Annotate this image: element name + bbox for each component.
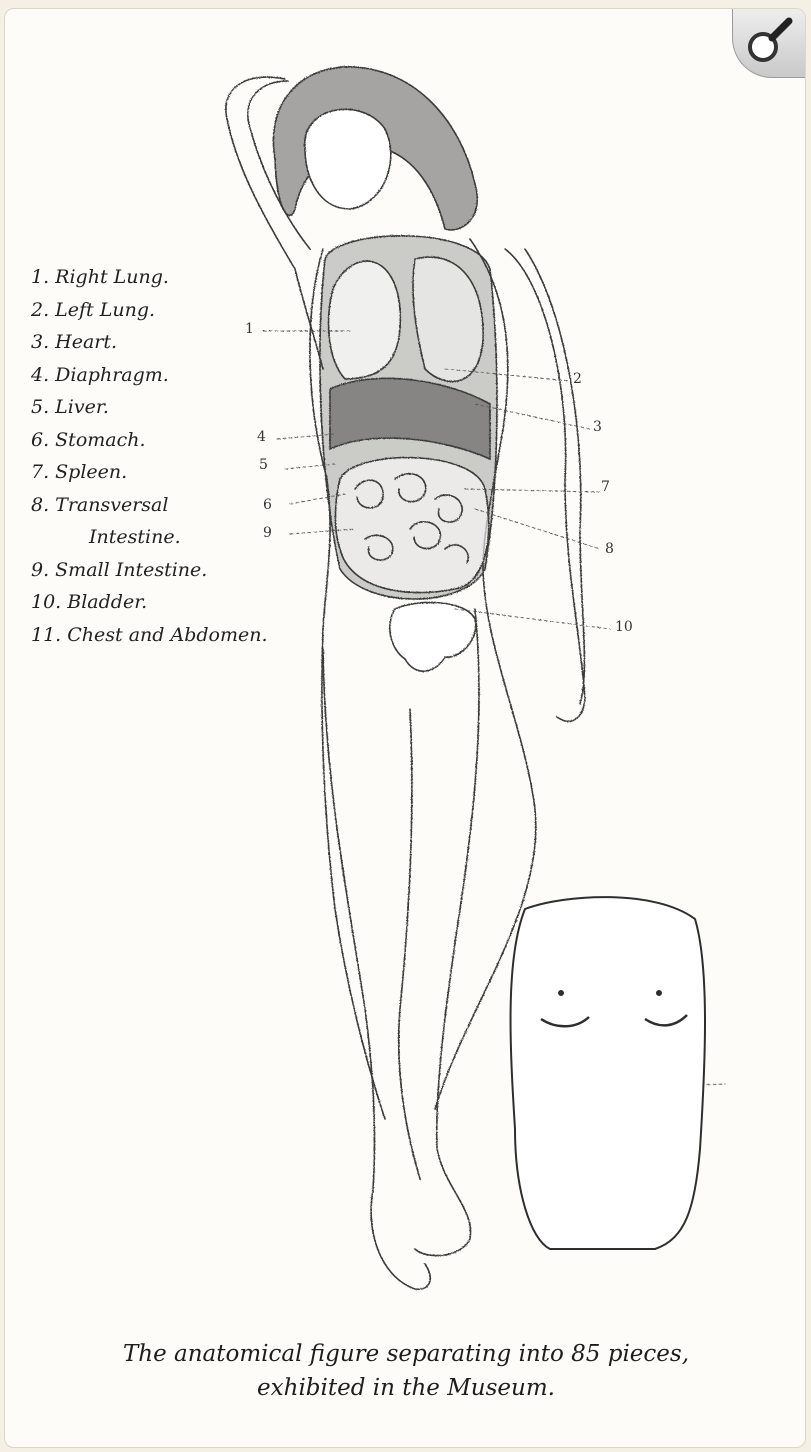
magnifier-icon (741, 15, 797, 71)
organ-number: 9 (263, 525, 272, 541)
plate-page (4, 8, 806, 1448)
organ-number: 6 (263, 497, 272, 513)
legend-item: 8. Transversal (31, 493, 169, 516)
right-leg (323, 649, 430, 1289)
face (305, 109, 391, 209)
hanging-arm (505, 249, 585, 721)
chest-abdomen-piece (511, 897, 705, 1249)
organ-legend (31, 261, 268, 651)
right-lung (329, 261, 401, 379)
organ-number: 1 (245, 321, 254, 337)
zoom-button[interactable] (732, 9, 805, 78)
anatomical-illustration (5, 9, 806, 1448)
legend-item: 2. Left Lung. (31, 298, 156, 321)
legend-item: 10. Bladder. (31, 591, 148, 613)
legend-item: 5. Liver. (31, 396, 109, 418)
left-leg (415, 609, 479, 1256)
intestines (335, 458, 488, 593)
organ-number: 10 (615, 619, 633, 635)
organ-number: 2 (573, 371, 582, 387)
plate-caption (5, 1337, 806, 1405)
legend-item: 11. Chest and Abdomen. (31, 623, 268, 646)
organ-number: 8 (605, 541, 614, 557)
organ-number: 7 (601, 479, 610, 495)
legend-item: 4. Diaphragm. (31, 363, 169, 386)
organ-number: 4 (257, 429, 266, 445)
caption-line: The anatomical figure separating into 85 pieces, (122, 1341, 690, 1367)
caption-line: exhibited in the Museum. (257, 1375, 555, 1401)
legend-item: 6. Stomach. (31, 428, 146, 451)
legend-item: 7. Spleen. (31, 461, 128, 483)
legend-item: 3. Heart. (31, 331, 118, 353)
legend-item: 9. Small Intestine. (31, 558, 208, 581)
legend-item: Intestine. (89, 526, 181, 548)
organ-number: 3 (593, 419, 602, 435)
legend-item: 1. Right Lung. (31, 266, 169, 288)
organ-number: 5 (259, 457, 268, 473)
bladder (390, 602, 476, 671)
